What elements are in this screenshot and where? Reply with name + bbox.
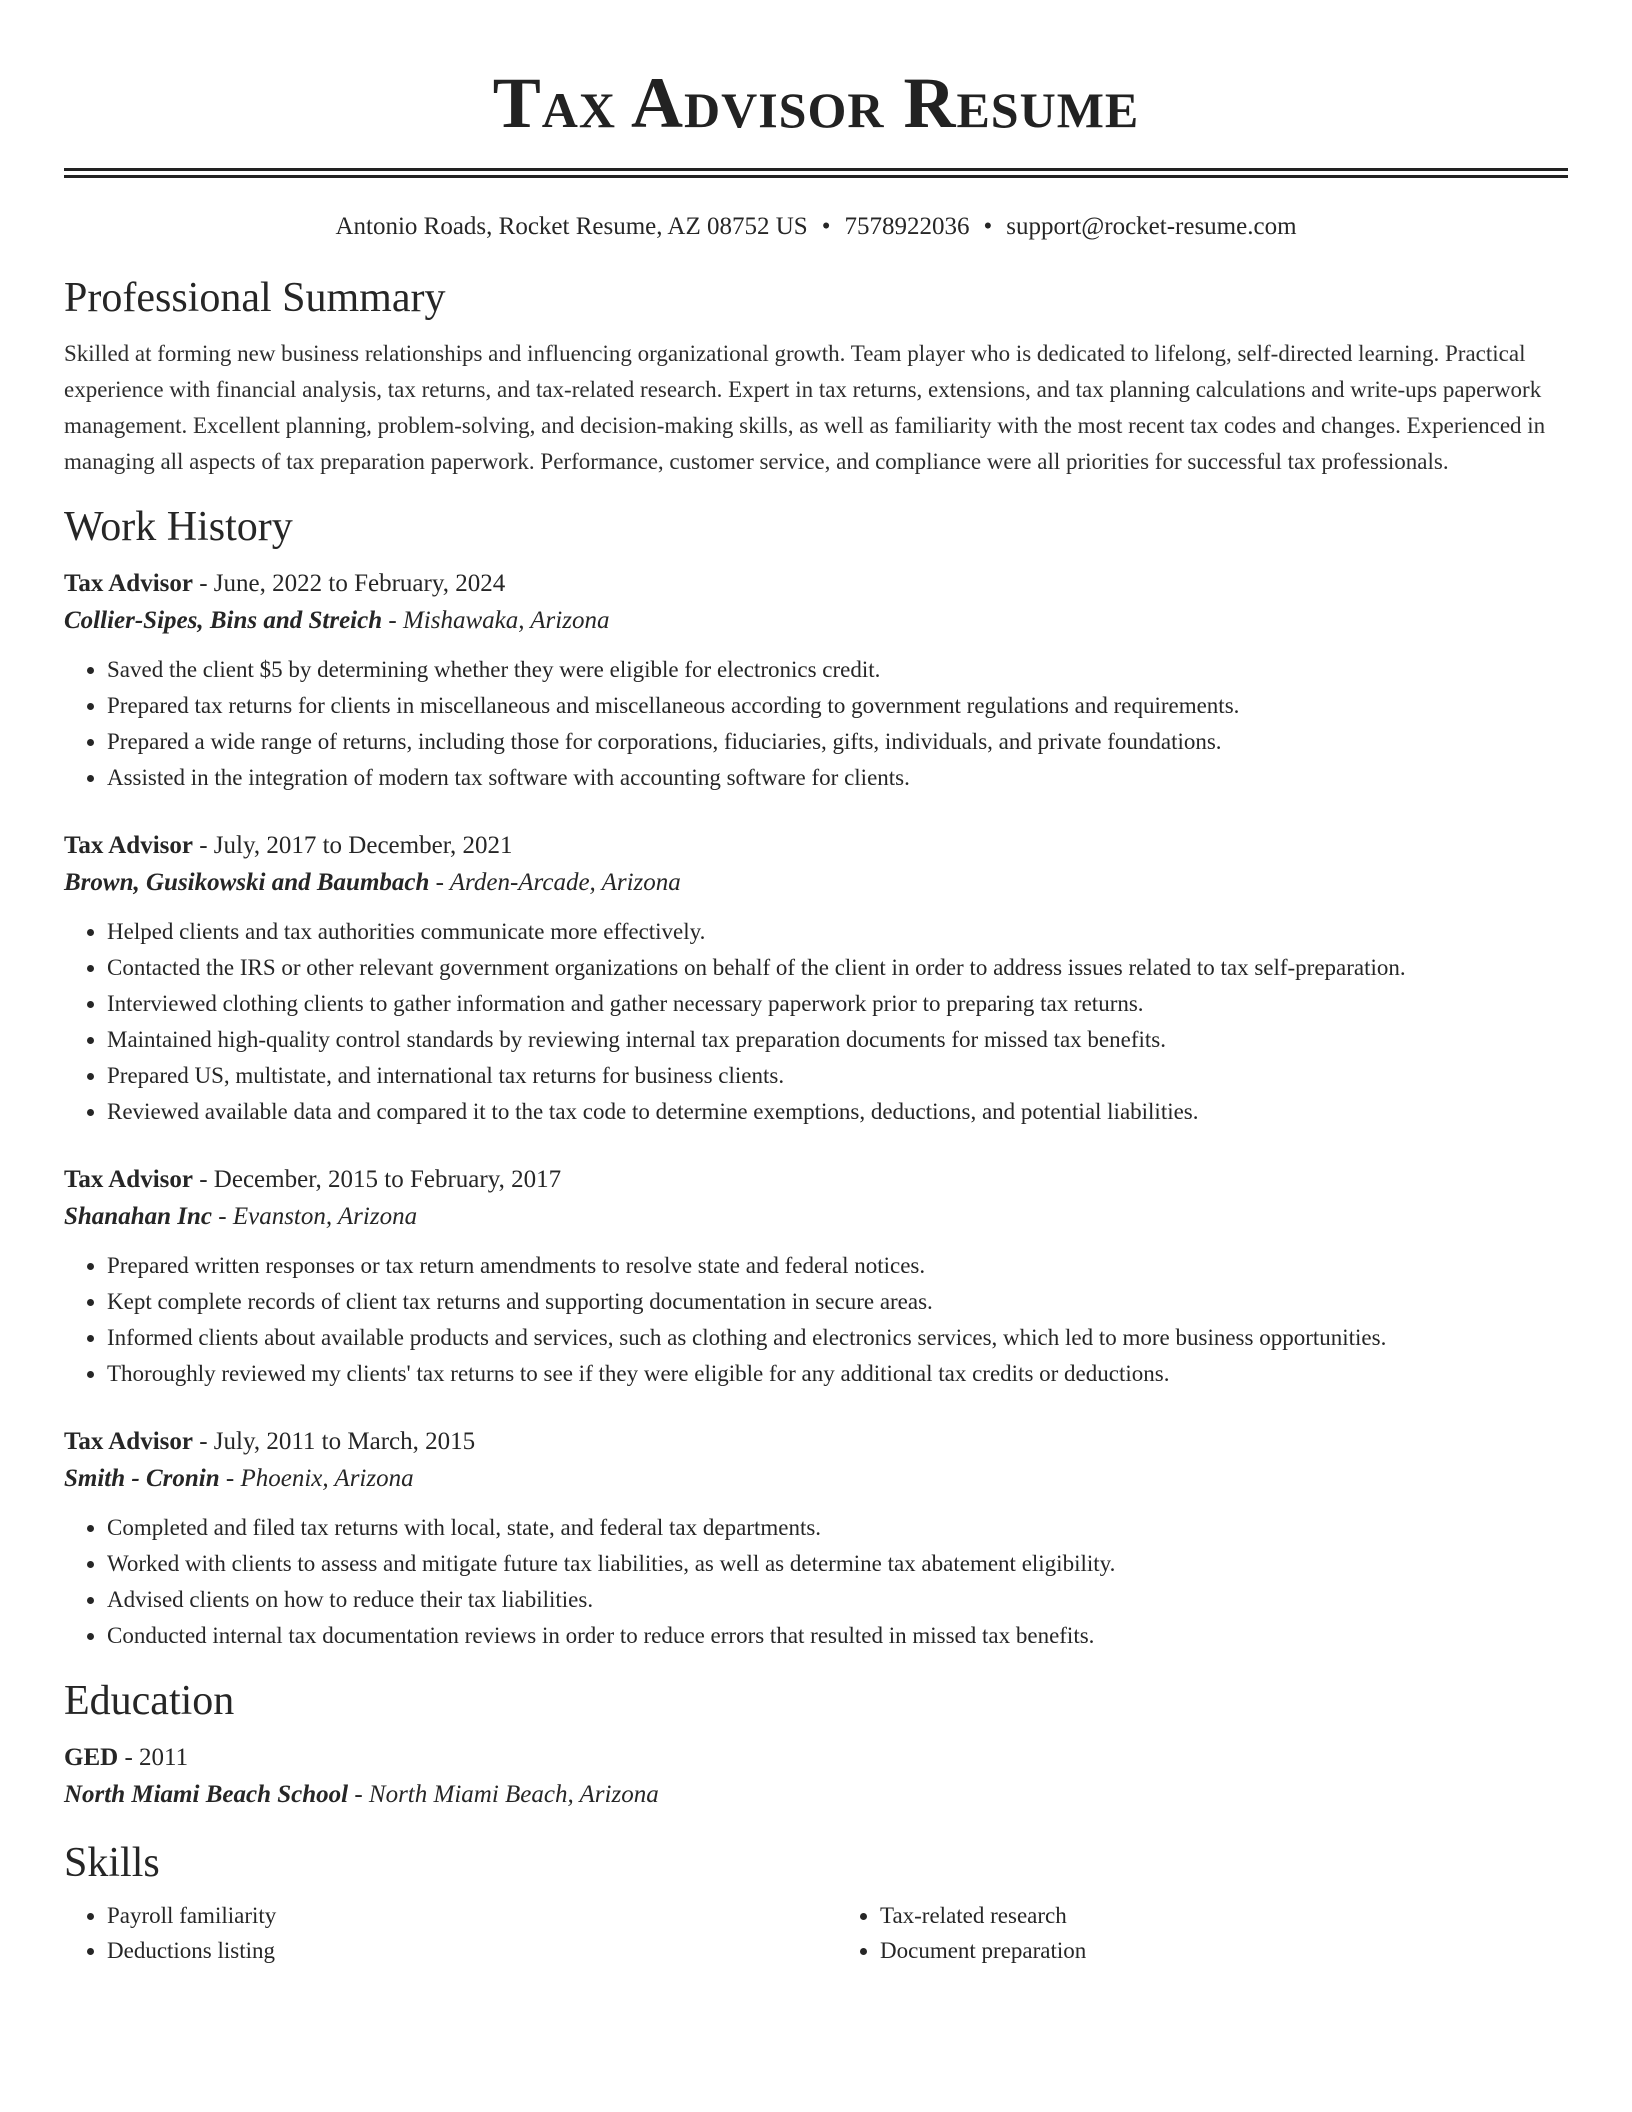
skill-item: • Document preparation (880, 1933, 1568, 1968)
job-company: Brown, Gusikowski and Baumbach (64, 869, 430, 896)
job-company: Shanahan Inc (64, 1203, 212, 1230)
job-entry (64, 566, 1568, 796)
summary-text: Skilled at forming new business relationships and influencing organizational growth. Team player who is dedicated to lifelong, self-directed learning. Practical experience with financial analysis, tax returns, and tax-related research. Expert in tax returns, extensions, and tax planning calculations and write-ups paperwork management. Excellent planning, problem-solving, and decision-making skills, as well as familiarity with the most recent tax codes and changes. Experienced in managing all aspects of tax preparation paperwork. Performance, customer service, and compliance were all priorities for successful tax professionals. (64, 341, 1546, 474)
job-bullets (64, 652, 1568, 796)
resume-title: Tax Advisor Resume (492, 63, 1140, 143)
job-role: Tax Advisor (64, 570, 193, 597)
job-company-line (64, 602, 1568, 640)
job-company-line (64, 1198, 1568, 1236)
skill-item: • Deductions listing (107, 1933, 795, 1968)
job-bullet: • Helped clients and tax authorities communicate more effectively. (107, 914, 1568, 950)
job-location: - Mishawaka, Arizona (382, 607, 610, 634)
job-entry (64, 828, 1568, 1130)
skill-item: • Payroll familiarity (107, 1898, 795, 1933)
job-company-line (64, 864, 1568, 902)
job-bullet: • Prepared tax returns for clients in miscellaneous and miscellaneous according to government regulations and requirements. (107, 688, 1568, 724)
job-bullet: • Saved the client $5 by determining whether they were eligible for electronics credit. (107, 652, 1568, 688)
job-entry (64, 1424, 1568, 1654)
job-bullet: • Contacted the IRS or other relevant government organizations on behalf of the client in order to address issues related to tax self-preparation. (107, 950, 1568, 986)
job-bullet: • Advised clients on how to reduce their tax liabilities. (107, 1582, 1568, 1618)
education-degree: GED (64, 1744, 119, 1771)
skills-heading: Skills (64, 1840, 160, 1886)
job-bullet: • Conducted internal tax documentation reviews in order to reduce errors that resulted in missed tax benefits. (107, 1618, 1568, 1654)
job-bullets (64, 1248, 1568, 1392)
job-title-line (64, 1162, 1568, 1198)
job-bullet: • Thoroughly reviewed my clients' tax returns to see if they were eligible for any additional tax credits or deductions. (107, 1356, 1568, 1392)
skills-columns (64, 1888, 1568, 1968)
job-bullet: • Prepared written responses or tax return amendments to resolve state and federal notices. (107, 1248, 1568, 1284)
education-location: - North Miami Beach, Arizona (348, 1781, 659, 1808)
education-degree-line (64, 1740, 1568, 1776)
education-entry (64, 1740, 1568, 1814)
job-bullet: • Reviewed available data and compared it to the tax code to determine exemptions, deductions, and potential liabilities. (107, 1094, 1568, 1130)
job-bullet: • Assisted in the integration of modern tax software with accounting software for clients. (107, 760, 1568, 796)
summary-heading: Professional Summary (64, 275, 446, 321)
job-title-line (64, 1424, 1568, 1460)
job-role: Tax Advisor (64, 832, 193, 859)
job-bullet: • Interviewed clothing clients to gather information and gather necessary paperwork prior to preparing tax returns. (107, 986, 1568, 1022)
job-bullets (64, 1510, 1568, 1654)
job-bullet: • Maintained high-quality control standards by reviewing internal tax preparation documents for missed tax benefits. (107, 1022, 1568, 1058)
job-entry (64, 1162, 1568, 1392)
job-location: - Phoenix, Arizona (219, 1465, 414, 1492)
skills-list-left (64, 1898, 795, 1968)
contact-phone: 7578922036 (844, 213, 970, 240)
contact-address: Antonio Roads, Rocket Resume, AZ 08752 US (335, 213, 808, 240)
job-bullet: • Completed and filed tax returns with local, state, and federal tax departments. (107, 1510, 1568, 1546)
contact-line (64, 212, 1568, 242)
job-company-line (64, 1460, 1568, 1498)
education-heading: Education (64, 1678, 235, 1724)
job-dates: - July, 2011 to March, 2015 (192, 1428, 476, 1455)
education-year: - 2011 (118, 1744, 189, 1771)
title-double-rule (64, 168, 1568, 178)
job-bullets (64, 914, 1568, 1130)
job-bullet: • Prepared a wide range of returns, including those for corporations, fiduciaries, gifts, individuals, and private foundations. (107, 724, 1568, 760)
job-title-line (64, 828, 1568, 864)
job-location: - Evanston, Arizona (212, 1203, 418, 1230)
job-dates: - December, 2015 to February, 2017 (192, 1166, 562, 1193)
education-school-line (64, 1776, 1568, 1814)
resume-page (64, 0, 1568, 1968)
job-company: Smith - Cronin (64, 1465, 220, 1492)
job-bullet: • Informed clients about available products and services, such as clothing and electronics services, which led to more business opportunities. (107, 1320, 1568, 1356)
job-bullet: • Prepared US, multistate, and international tax returns for business clients. (107, 1058, 1568, 1094)
education-school: North Miami Beach School (64, 1781, 349, 1808)
skills-list-right (837, 1898, 1568, 1968)
job-dates: - June, 2022 to February, 2024 (192, 570, 506, 597)
contact-separator: • (983, 213, 993, 240)
contact-email: support@rocket-resume.com (1006, 213, 1297, 240)
job-location: - Arden-Arcade, Arizona (429, 869, 681, 896)
job-bullet: • Worked with clients to assess and mitigate future tax liabilities, as well as determine tax abatement eligibility. (107, 1546, 1568, 1582)
job-title-line (64, 566, 1568, 602)
contact-separator: • (821, 213, 831, 240)
job-role: Tax Advisor (64, 1428, 193, 1455)
work-history-heading: Work History (64, 504, 293, 550)
job-dates: - July, 2017 to December, 2021 (192, 832, 513, 859)
job-role: Tax Advisor (64, 1166, 193, 1193)
job-company: Collier-Sipes, Bins and Streich (64, 607, 383, 634)
job-bullet: • Kept complete records of client tax returns and supporting documentation in secure areas. (107, 1284, 1568, 1320)
skill-item: • Tax-related research (880, 1898, 1568, 1933)
